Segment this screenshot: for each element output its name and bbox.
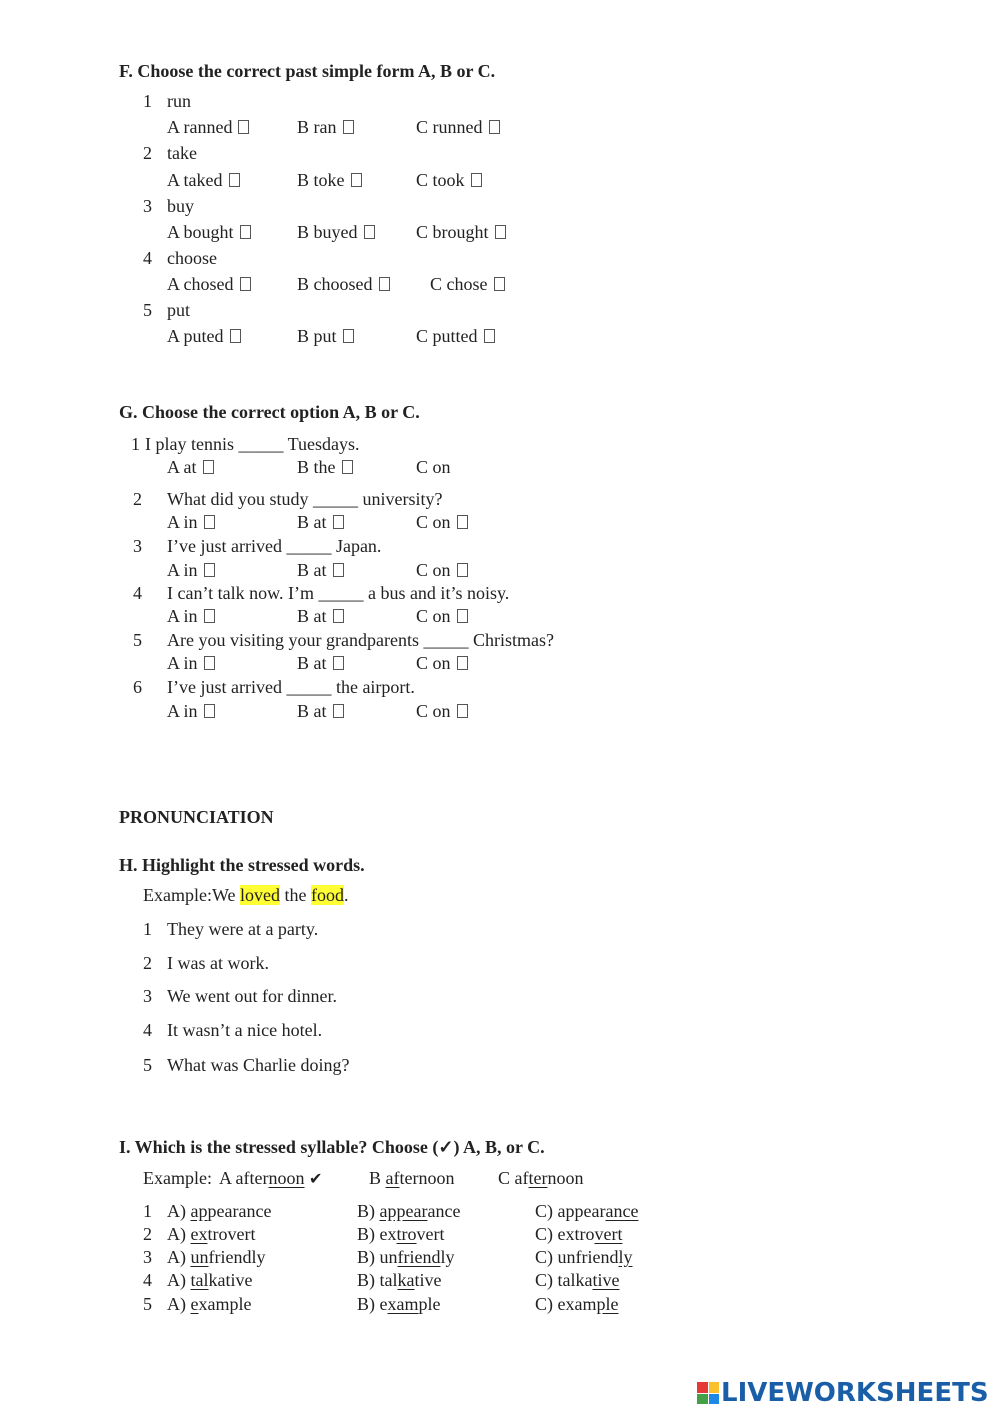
g-item-question: Are you visiting your grandparents _____ Christmas? (167, 630, 554, 650)
i-option-a[interactable]: A) extrovert (167, 1224, 256, 1244)
checkbox[interactable] (204, 656, 215, 670)
pronunciation-heading: PRONUNCIATION (119, 807, 274, 827)
i-item-number: 4 (143, 1270, 152, 1290)
i-item-number: 3 (143, 1247, 152, 1267)
f-item-word: buy (167, 196, 194, 216)
g-option-b[interactable]: B at (297, 606, 344, 627)
checkbox[interactable] (457, 656, 468, 670)
i-option-c[interactable]: C) appearance (535, 1201, 639, 1221)
h-item-sentence[interactable]: What was Charlie doing? (167, 1055, 350, 1075)
checkbox[interactable] (204, 563, 215, 577)
i-item-number: 1 (143, 1201, 152, 1221)
checkbox[interactable] (457, 515, 468, 529)
i-item-number: 2 (143, 1224, 152, 1244)
f-option-b[interactable]: B choosed (297, 274, 390, 295)
logo-text: LIVEWORKSHEETS (721, 1378, 989, 1408)
h-item-sentence[interactable]: I was at work. (167, 953, 269, 973)
checkbox[interactable] (484, 329, 495, 343)
checkbox[interactable] (471, 173, 482, 187)
f-option-a[interactable]: A taked (167, 170, 240, 191)
checkbox[interactable] (343, 120, 354, 134)
section-i-title: I. Which is the stressed syllable? Choose (✓) A, B, or C. (119, 1137, 545, 1157)
i-option-b[interactable]: B) appearance (357, 1201, 461, 1221)
i-option-a[interactable]: A) talkative (167, 1270, 253, 1290)
f-item-number: 1 (143, 91, 152, 111)
f-item-word: choose (167, 248, 217, 268)
f-option-a[interactable]: A chosed (167, 274, 251, 295)
i-option-c[interactable]: C) unfriendly (535, 1247, 633, 1267)
checkbox[interactable] (238, 120, 249, 134)
f-option-b[interactable]: B toke (297, 170, 362, 191)
i-option-b[interactable]: B) example (357, 1294, 441, 1314)
checkbox[interactable] (343, 329, 354, 343)
i-option-b[interactable]: B) talkative (357, 1270, 442, 1290)
f-option-c[interactable]: C took (416, 170, 482, 191)
f-option-b[interactable]: B put (297, 326, 354, 347)
g-option-a[interactable]: A in (167, 560, 215, 581)
f-option-c[interactable]: C runned (416, 117, 500, 138)
i-option-a[interactable]: A) unfriendly (167, 1247, 266, 1267)
g-item-number: 4 (133, 583, 142, 603)
h-item-sentence[interactable]: They were at a party. (167, 919, 319, 939)
h-item-sentence[interactable]: We went out for dinner. (167, 986, 338, 1006)
g-item-question: I play tennis _____ Tuesdays. (145, 434, 360, 454)
f-item-number: 2 (143, 143, 152, 163)
f-option-b[interactable]: B buyed (297, 222, 375, 243)
f-item-number: 4 (143, 248, 152, 268)
checkbox[interactable] (230, 329, 241, 343)
g-option-c[interactable]: C on (416, 560, 468, 581)
logo-blocks-icon (697, 1382, 719, 1404)
checkbox[interactable] (204, 609, 215, 623)
i-option-c[interactable]: C) example (535, 1294, 619, 1314)
h-item-number: 3 (143, 986, 152, 1006)
i-option-a[interactable]: A) appearance (167, 1201, 272, 1221)
g-option-c[interactable]: C on (416, 653, 468, 674)
checkbox[interactable] (495, 225, 506, 239)
checkbox[interactable] (379, 277, 390, 291)
checkbox[interactable] (229, 173, 240, 187)
f-option-a[interactable]: A ranned (167, 117, 249, 138)
checkbox[interactable] (457, 563, 468, 577)
f-item-word: take (167, 143, 197, 163)
f-option-a[interactable]: A bought (167, 222, 251, 243)
g-option-a[interactable]: A in (167, 653, 215, 674)
checkbox[interactable] (333, 704, 344, 718)
checkbox[interactable] (351, 173, 362, 187)
f-option-b[interactable]: B ran (297, 117, 354, 138)
f-item-number: 5 (143, 300, 152, 320)
f-item-word: put (167, 300, 191, 320)
checkbox[interactable] (333, 563, 344, 577)
g-option-a[interactable]: A in (167, 512, 215, 533)
g-option-b[interactable]: B at (297, 653, 344, 674)
g-option-c[interactable]: C on (416, 606, 468, 627)
section-f-title: F. Choose the correct past simple form A, B or C. (119, 61, 496, 81)
checkbox[interactable] (240, 277, 251, 291)
checkbox[interactable] (203, 460, 214, 474)
checkbox[interactable] (333, 515, 344, 529)
checkbox[interactable] (457, 704, 468, 718)
checkbox[interactable] (204, 704, 215, 718)
highlighted-word: loved (240, 885, 281, 905)
checkbox[interactable] (342, 460, 353, 474)
i-example-option-a: A afternoon ✔ (219, 1168, 323, 1188)
i-option-a[interactable]: A) example (167, 1294, 252, 1314)
g-item-question: I can’t talk now. I’m _____ a bus and it’s noisy. (167, 583, 510, 603)
i-example-label: Example: (143, 1168, 212, 1188)
f-item-number: 3 (143, 196, 152, 216)
g-item-number: 6 (133, 677, 142, 697)
g-item-question: What did you study _____ university? (167, 489, 443, 509)
section-h-title: H. Highlight the stressed words. (119, 855, 365, 875)
g-item-question: I’ve just arrived _____ Japan. (167, 536, 382, 556)
h-item-number: 5 (143, 1055, 152, 1075)
i-option-b[interactable]: B) unfriendly (357, 1247, 455, 1267)
g-option-b[interactable]: B the (297, 457, 353, 478)
g-item-number: 2 (133, 489, 142, 509)
checkbox[interactable] (364, 225, 375, 239)
g-option-a[interactable]: A in (167, 701, 215, 722)
f-option-a[interactable]: A puted (167, 326, 241, 347)
h-item-number: 1 (143, 919, 152, 939)
g-item-question: I’ve just arrived _____ the airport. (167, 677, 415, 697)
checkbox[interactable] (333, 656, 344, 670)
highlighted-word: food (311, 885, 345, 905)
checkbox[interactable] (457, 609, 468, 623)
f-item-word: run (167, 91, 191, 111)
i-item-number: 5 (143, 1294, 152, 1314)
g-option-a[interactable]: A in (167, 606, 215, 627)
i-example-option-c: C afternoon (498, 1168, 584, 1188)
g-item-number: 1 (131, 434, 140, 454)
i-option-c[interactable]: C) talkative (535, 1270, 620, 1290)
g-option-c[interactable]: C on (416, 457, 451, 477)
h-item-number: 4 (143, 1020, 152, 1040)
checkmark-icon: ✔ (308, 1169, 323, 1188)
f-option-c[interactable]: C chose (430, 274, 505, 295)
liveworksheets-logo (697, 1378, 989, 1408)
checkbox[interactable] (494, 277, 505, 291)
checkbox[interactable] (204, 515, 215, 529)
i-option-b[interactable]: B) extrovert (357, 1224, 445, 1244)
section-g-title: G. Choose the correct option A, B or C. (119, 402, 420, 422)
example-label: Example: (143, 885, 212, 905)
g-item-number: 5 (133, 630, 142, 650)
h-item-number: 2 (143, 953, 152, 973)
g-option-b[interactable]: B at (297, 701, 344, 722)
i-option-c[interactable]: C) extrovert (535, 1224, 623, 1244)
i-example-option-b: B afternoon (369, 1168, 455, 1188)
g-option-c[interactable]: C on (416, 701, 468, 722)
f-option-c[interactable]: C putted (416, 326, 495, 347)
g-option-a[interactable]: A at (167, 457, 214, 478)
h-item-sentence[interactable]: It wasn’t a nice hotel. (167, 1020, 323, 1040)
g-item-number: 3 (133, 536, 142, 556)
f-option-c[interactable]: C brought (416, 222, 506, 243)
g-option-c[interactable]: C on (416, 512, 468, 533)
checkbox[interactable] (489, 120, 500, 134)
g-option-b[interactable]: B at (297, 560, 344, 581)
checkbox[interactable] (333, 609, 344, 623)
h-example: Example:We loved the food. (143, 885, 349, 905)
checkbox[interactable] (240, 225, 251, 239)
g-option-b[interactable]: B at (297, 512, 344, 533)
